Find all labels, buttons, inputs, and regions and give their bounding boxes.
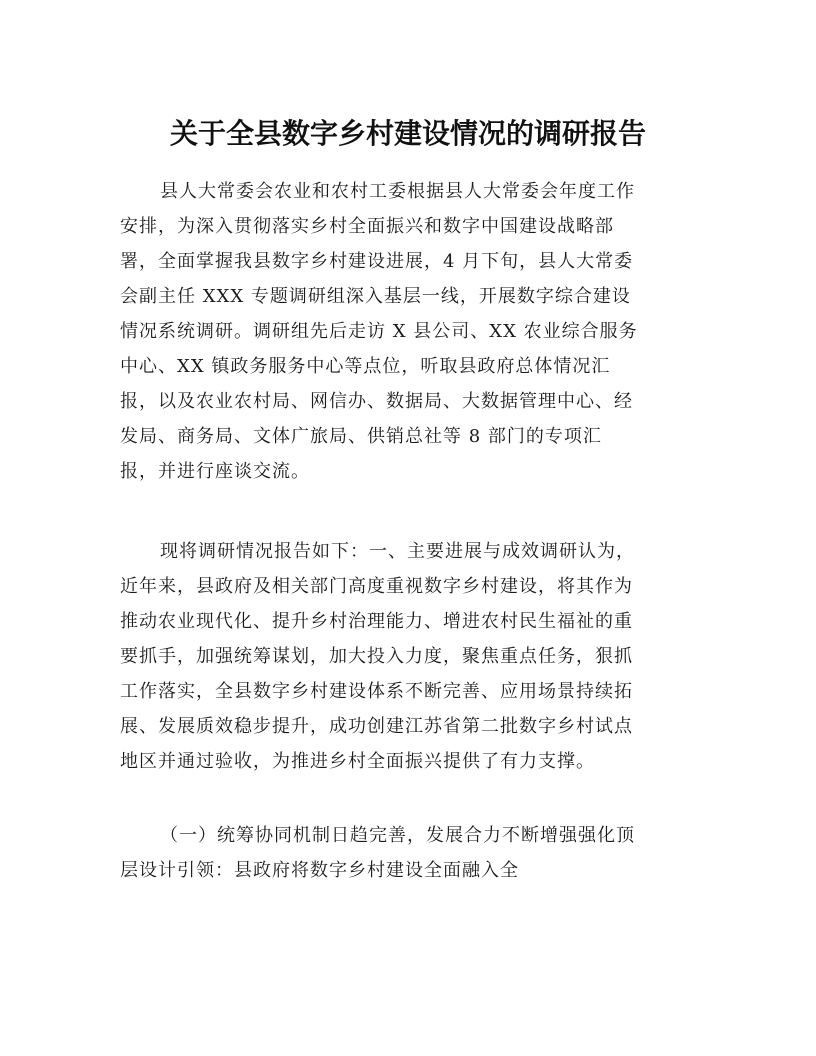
paragraph-line: 工作落实，全县数字乡村建设体系不断完善、应用场景持续拓: [120, 681, 633, 702]
document-title: 关于全县数字乡村建设情况的调研报告: [169, 117, 646, 150]
paragraph-line: 报，并进行座谈交流。: [120, 461, 310, 482]
paragraph-line: 展、发展质效稳步提升，成功创建江苏省第二批数字乡村试点: [120, 716, 633, 737]
paragraph-3: [120, 818, 698, 888]
paragraph-line: 地区并通过验收，为推进乡村全面振兴提供了有力支撑。: [120, 751, 595, 772]
paragraph-line: 县人大常委会农业和农村工委根据县人大常委会年度工作: [160, 181, 635, 202]
paragraph-line: 报，以及农业农村局、网信办、数据局、大数据管理中心、经: [120, 391, 633, 412]
paragraph-line: 现将调研情况报告如下：一、主要进展与成效调研认为，: [160, 541, 635, 562]
paragraph-line: 发局、商务局、文体广旅局、供销总社等 8 部门的专项汇: [120, 426, 602, 447]
paragraph-line: 要抓手，加强统筹谋划，加大投入力度，聚焦重点任务，狠抓: [120, 646, 633, 667]
paragraph-line: 层设计引领：县政府将数字乡村建设全面融入全: [120, 860, 519, 881]
paragraph-line: （一）统筹协同机制日趋完善，发展合力不断增强强化顶: [160, 825, 635, 846]
paragraph-line: 近年来，县政府及相关部门高度重视数字乡村建设，将其作为: [120, 576, 633, 597]
paragraph-line: 推动农业现代化、提升乡村治理能力、增进农村民生福祉的重: [120, 611, 633, 632]
paragraph-line: 会副主任 XXX 专题调研组深入基层一线，开展数字综合建设: [120, 286, 631, 307]
paragraph-1: [120, 174, 698, 489]
paragraph-line: 情况系统调研。调研组先后走访 X 县公司、XX 农业综合服务: [120, 321, 638, 342]
paragraph-line: 安排，为深入贯彻落实乡村全面振兴和数字中国建设战略部: [120, 216, 614, 237]
paragraph-2: [120, 534, 698, 779]
paragraph-line: 署，全面掌握我县数字乡村建设进展，4 月下旬，县人大常委: [120, 251, 634, 272]
paragraph-line: 中心、XX 镇政务服务中心等点位，听取县政府总体情况汇: [120, 356, 611, 377]
